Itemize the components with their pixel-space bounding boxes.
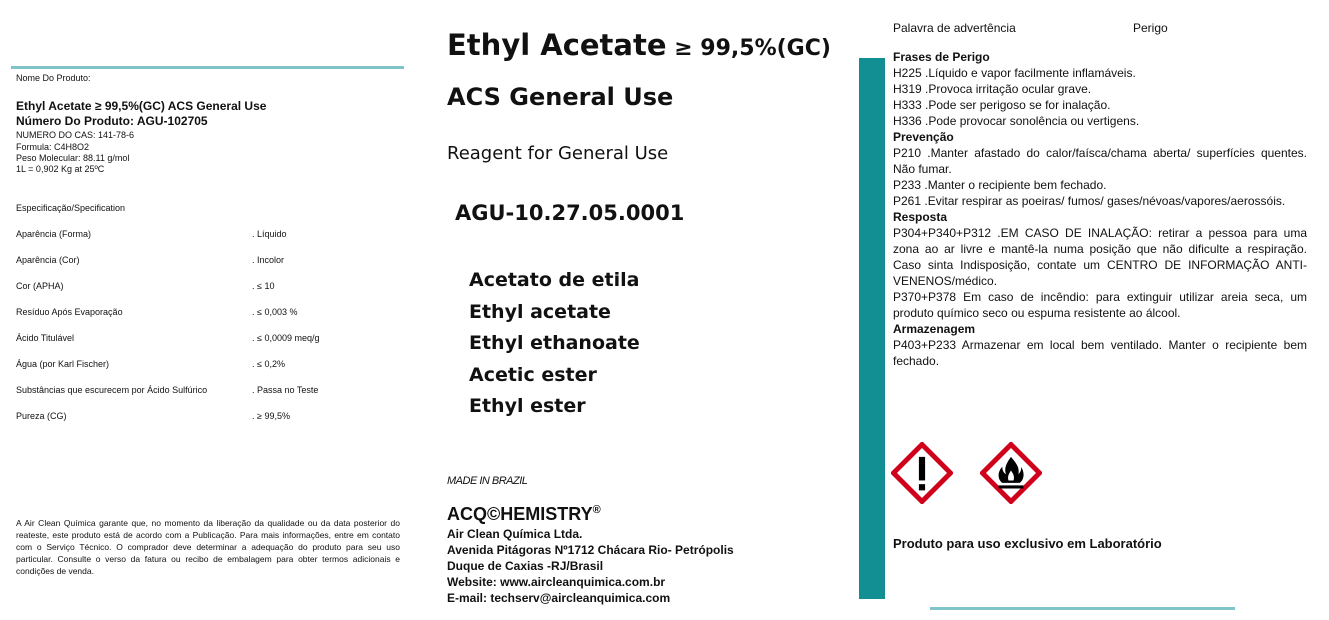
response-statement: P370+P378 Em caso de incêndio: para extinguir utilizar areia seca, um produto químico seco ou espuma resistente ao álcool. [893, 290, 1307, 320]
density: 1L = 0,902 Kg at 25ºC [16, 164, 105, 174]
company-name: Air Clean Química Ltda. [447, 527, 583, 541]
prevention-title: Prevenção [893, 130, 954, 144]
spec-value: . ≥ 99,5% [252, 411, 290, 421]
hazard-title: Frases de Perigo [893, 50, 990, 64]
product-code: AGU-10.27.05.0001 [455, 201, 685, 225]
spec-value: . Incolor [252, 255, 285, 265]
storage-title: Armazenagem [893, 322, 976, 336]
product-number: Número Do Produto: AGU-102705 [16, 114, 208, 128]
lab-use-notice: Produto para uso exclusivo em Laboratório [893, 536, 1162, 551]
title-purity: ≥ 99,5%(GC) [666, 36, 831, 61]
brand-name: ACQ©HEMISTRY [447, 504, 593, 524]
spec-value: . Passa no Teste [252, 385, 319, 395]
prevention-statement: P261 .Evitar respirar as poeiras/ fumos/ gases/névoas/vapores/aerossóis. [893, 194, 1286, 208]
spec-title: Especificação/Specification [16, 203, 126, 213]
spec-name: Pureza (CG) [16, 411, 67, 421]
spec-name: Substâncias que escurecem por Ácido Sulfúrico [16, 385, 208, 395]
bottom-right-rule [930, 607, 1235, 610]
reagent-grade: Reagent for General Use [447, 143, 669, 164]
flame-icon [980, 442, 1042, 504]
product-subtitle: ACS General Use [447, 83, 674, 111]
hazard-statement: H225 .Líquido e vapor facilmente inflamáveis. [893, 66, 1136, 80]
product-name-label: Nome Do Produto: [16, 73, 91, 83]
exclamation-mark-icon [891, 442, 953, 504]
storage-statement: P403+P233 Armazenar em local bem ventilado. Manter o recipiente bem fechado. [893, 338, 1307, 368]
hazard-statement: H336 .Pode provocar sonolência ou vertigens. [893, 114, 1140, 128]
spec-value: . ≤ 0,0009 meq/g [252, 333, 320, 343]
ghs-exclamation-pictogram [891, 442, 953, 509]
ghs-flame-pictogram [980, 442, 1042, 509]
spec-value: . ≤ 0,2% [252, 359, 285, 369]
spec-value: . ≤ 0,003 % [252, 307, 298, 317]
signal-word-label: Palavra de advertência [893, 21, 1016, 35]
website: Website: www.aircleanquimica.com.br [447, 575, 666, 589]
spec-name: Aparência (Cor) [16, 255, 80, 265]
response-statement: P304+P340+P312 .EM CASO DE INALAÇÃO: retirar a pessoa para uma zona ao ar livre e mantê-la numa posição que não dificulte a respiração. Caso sinta Indisposição, contate um CENTRO DE INFORMAÇÃO ANTI-VENENOS/médico. [893, 226, 1307, 288]
signal-word: Perigo [1133, 21, 1168, 35]
teal-divider-bar [859, 58, 885, 599]
prevention-statement: P233 .Manter o recipiente bem fechado. [893, 178, 1107, 192]
synonym: Acetato de etila [469, 269, 640, 291]
address-line-2: Duque de Caxias -RJ/Brasil [447, 559, 604, 573]
spec-value: . ≤ 10 [252, 281, 275, 291]
hazard-statement: H319 .Provoca irritação ocular grave. [893, 82, 1092, 96]
synonym: Ethyl acetate [469, 301, 611, 323]
made-in: MADE IN BRAZIL [447, 475, 528, 487]
spec-name: Resíduo Após Evaporação [16, 307, 123, 317]
response-title: Resposta [893, 210, 948, 224]
brand-logo [447, 504, 601, 525]
spec-value: . Líquido [252, 229, 287, 239]
spec-name: Ácido Titulável [16, 333, 75, 343]
synonym: Ethyl ester [469, 395, 586, 417]
registered-mark: ® [592, 504, 601, 516]
title-main: Ethyl Acetate [447, 28, 667, 62]
prevention-statement: P210 .Manter afastado do calor/faísca/chama aberta/ superfícies quentes. Não fumar. [893, 146, 1307, 176]
hazard-statement: H333 .Pode ser perigoso se for inalação. [893, 98, 1111, 112]
left-top-rule [11, 66, 404, 69]
product-title [447, 28, 831, 62]
safety-phrases [893, 49, 1307, 369]
spec-name: Água (por Karl Fischer) [16, 359, 110, 369]
cas-number: NUMERO DO CAS: 141-78-6 [16, 130, 135, 140]
email: E-mail: techserv@aircleanquimica.com [447, 591, 671, 605]
spec-name: Aparência (Forma) [16, 229, 92, 239]
disclaimer: A Air Clean Química garante que, no momento da liberação da qualidade ou da data posterior do reateste, este produto está de acordo com a Publicação. Para mais informações, entre em contato com o Serviço Técnico. O comprador deve determinar a adequação do produto para seu uso particular. Consulte o verso da fatura ou recibo de embalagem para obter termos adicionais e condições de venda. [16, 518, 400, 576]
product-name: Ethyl Acetate ≥ 99,5%(GC) ACS General Use [16, 99, 267, 113]
molecular-weight: Peso Molecular: 88.11 g/mol [16, 153, 130, 163]
formula: Formula: C4H8O2 [16, 142, 90, 152]
synonym: Ethyl ethanoate [469, 332, 640, 354]
address-line-1: Avenida Pitágoras Nº1712 Chácara Rio- Petrópolis [447, 543, 734, 557]
spec-name: Cor (APHA) [16, 281, 64, 291]
synonym: Acetic ester [469, 364, 597, 386]
